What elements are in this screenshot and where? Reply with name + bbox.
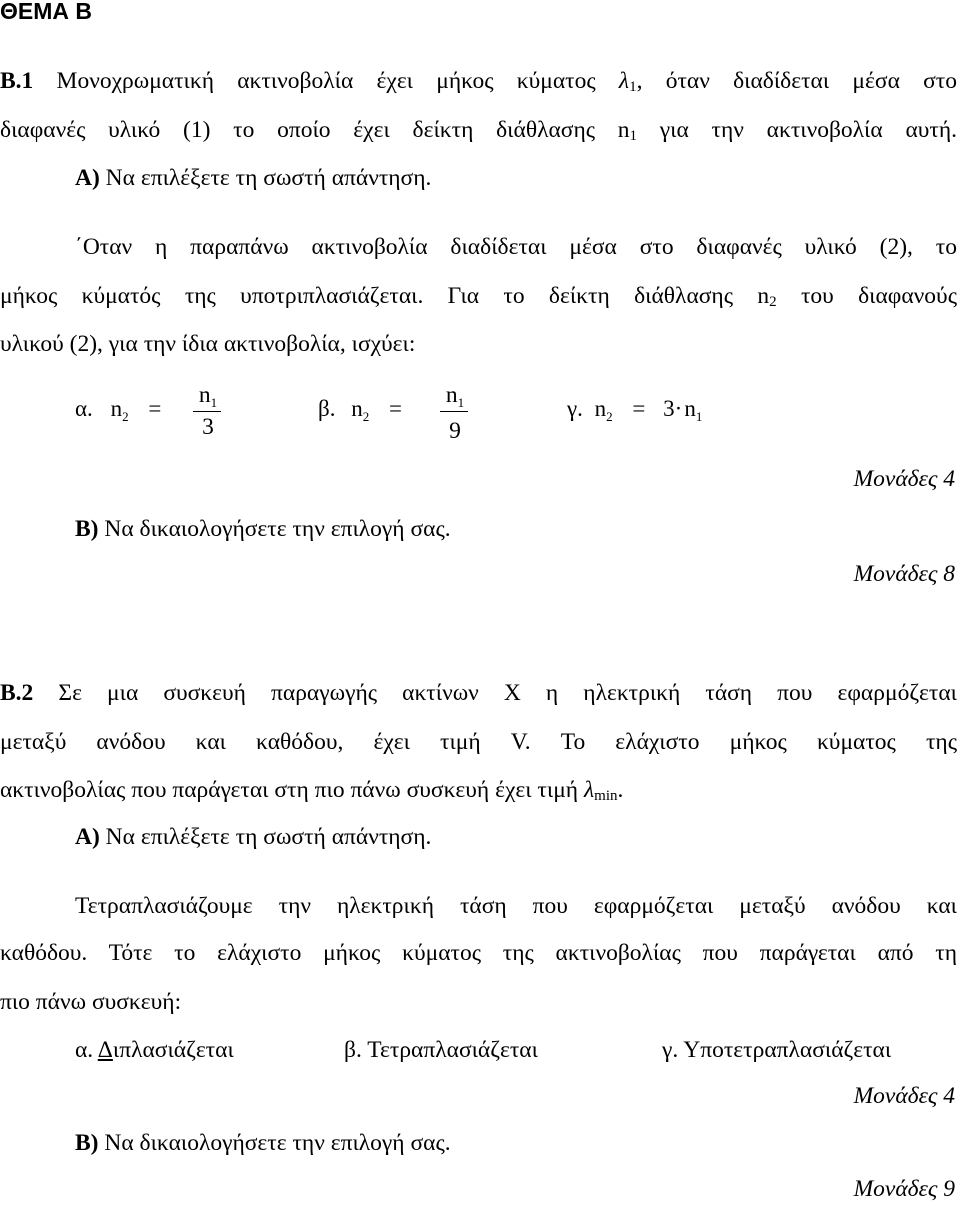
b2-part-a-label: Α) bbox=[75, 824, 100, 850]
n-symbol: n bbox=[445, 382, 458, 408]
b1-part-a-prompt bbox=[75, 163, 431, 193]
b1-line-2 bbox=[0, 115, 957, 151]
b2-line-3-end: . bbox=[617, 777, 624, 803]
option-a-fraction-bar bbox=[193, 411, 221, 412]
b2-para-1: Τετραπλασιάζουμε την ηλεκτρική τάση που εφαρμόζεται μεταξύ ανόδου και bbox=[75, 893, 957, 919]
option-a-equation bbox=[75, 396, 161, 430]
coefficient: 3· bbox=[663, 396, 683, 421]
b2-option-a-label: α. bbox=[75, 1037, 98, 1063]
b1-part-a-text: Να επιλέξετε τη σωστή απάντηση. bbox=[99, 165, 432, 191]
n1-subscript: 1 bbox=[629, 128, 638, 144]
option-b-fraction-bar bbox=[440, 411, 468, 412]
lambda-min-subscript: min bbox=[594, 788, 618, 804]
n-symbol: n bbox=[684, 396, 696, 421]
b2-line-1 bbox=[0, 678, 957, 708]
b1-marks-b: Μονάδες 8 bbox=[853, 561, 955, 587]
b2-line-1-text: Σε μια συσκευή παραγωγής ακτίνων X η ηλεκτρική τάση που εφαρμόζεται bbox=[33, 680, 957, 706]
b2-para-3: πιο πάνω συσκευή: bbox=[0, 989, 182, 1015]
b2-option-a-first-letter: Δ bbox=[97, 1037, 113, 1063]
b1-part-b-text: Να δικαιολογήσετε την επιλογή σας. bbox=[98, 516, 451, 542]
b1-para-2-end: του διαφανούς bbox=[776, 283, 957, 309]
n1-sub: 1 bbox=[457, 395, 465, 410]
b2-para-2: καθόδου. Τότε το ελάχιστο μήκος κύματος της ακτινοβολίας που παράγεται από τη bbox=[0, 940, 957, 966]
equals-sign: = bbox=[388, 396, 402, 421]
b2-label: Β.2 bbox=[0, 680, 34, 706]
b2-option-b: β. Τετραπλασιάζεται bbox=[344, 1037, 538, 1063]
option-a-numerator bbox=[191, 382, 225, 411]
option-a-label: α. bbox=[75, 396, 93, 421]
b2-part-b-text: Να δικαιολογήσετε την επιλογή σας. bbox=[98, 1130, 451, 1156]
n-symbol: n bbox=[110, 396, 123, 421]
b1-para-3: υλικού (2), για την ίδια ακτινοβολία, ισχύει: bbox=[0, 331, 416, 357]
b1-line-1 bbox=[0, 66, 957, 102]
b1-para-1: ΄Οταν η παραπάνω ακτινοβολία διαδίδεται μέσα στο διαφανές υλικό (2), το bbox=[75, 234, 957, 260]
b1-line-2-text: διαφανές υλικό (1) το οποίο έχει δείκτη διάθλασης n bbox=[0, 117, 630, 143]
b1-part-b-prompt bbox=[75, 514, 451, 544]
b2-option-c: γ. Υποτετραπλασιάζεται bbox=[662, 1037, 892, 1063]
b2-line-3-text: ακτινοβολίας που παράγεται στη πιο πάνω συσκευή έχει τιμή bbox=[0, 777, 584, 803]
b2-option-a-text: ιπλασιάζεται bbox=[112, 1037, 234, 1063]
b1-marks-a: Μονάδες 4 bbox=[853, 466, 955, 492]
b2-line-3 bbox=[0, 775, 623, 811]
b1-para-2-text: μήκος κύματός της υποτριπλασιάζεται. Για το δείκτη διάθλασης n bbox=[0, 283, 770, 309]
n-symbol: n bbox=[594, 396, 607, 421]
n2-subscript: 2 bbox=[769, 294, 777, 310]
option-b-equation bbox=[318, 396, 402, 430]
b1-label: Β.1 bbox=[0, 68, 34, 94]
b2-part-a-prompt bbox=[75, 822, 431, 852]
b1-line-2-end: για την ακτινοβολία αυτή. bbox=[637, 117, 957, 143]
b2-part-b-label: Β) bbox=[75, 1130, 99, 1156]
n2-sub: 2 bbox=[606, 409, 613, 424]
n1-sub: 1 bbox=[210, 395, 218, 410]
n-symbol: n bbox=[198, 382, 211, 408]
section-heading: ΘΕΜΑ Β bbox=[0, 0, 92, 24]
n-symbol: n bbox=[351, 396, 363, 421]
b2-part-b-prompt bbox=[75, 1128, 451, 1158]
option-a-denominator: 3 bbox=[202, 414, 214, 440]
b1-line-1-end: , όταν διαδίδεται μέσα στο bbox=[636, 68, 957, 94]
b2-option-a bbox=[75, 1035, 234, 1065]
option-c-equation bbox=[567, 396, 702, 430]
n2-sub: 2 bbox=[362, 409, 370, 424]
equals-sign: = bbox=[632, 396, 646, 421]
option-c-label: γ. bbox=[567, 396, 583, 421]
b2-part-a-text: Να επιλέξετε τη σωστή απάντηση. bbox=[99, 824, 432, 850]
option-b-numerator bbox=[438, 382, 472, 411]
b2-marks-b: Μονάδες 9 bbox=[853, 1176, 955, 1202]
option-b-denominator: 9 bbox=[449, 418, 461, 444]
equals-sign: = bbox=[148, 396, 162, 421]
b2-line-2: μεταξύ ανόδου και καθόδου, έχει τιμή V. Το ελάχιστο μήκος κύματος της bbox=[0, 729, 957, 755]
lambda-symbol: λ bbox=[618, 68, 630, 94]
n1-sub: 1 bbox=[695, 409, 703, 424]
b1-para-2 bbox=[0, 281, 957, 317]
b1-part-a-label: Α) bbox=[75, 165, 100, 191]
option-b-label: β. bbox=[318, 396, 336, 421]
lambda-subscript: 1 bbox=[629, 79, 637, 95]
b1-part-b-label: Β) bbox=[75, 516, 99, 542]
b2-marks-a: Μονάδες 4 bbox=[853, 1083, 955, 1109]
n2-sub: 2 bbox=[122, 409, 129, 424]
lambda-symbol: λ bbox=[583, 777, 595, 803]
b1-line-1-text: Μονοχρωματική ακτινοβολία έχει μήκος κύματος bbox=[33, 68, 619, 94]
